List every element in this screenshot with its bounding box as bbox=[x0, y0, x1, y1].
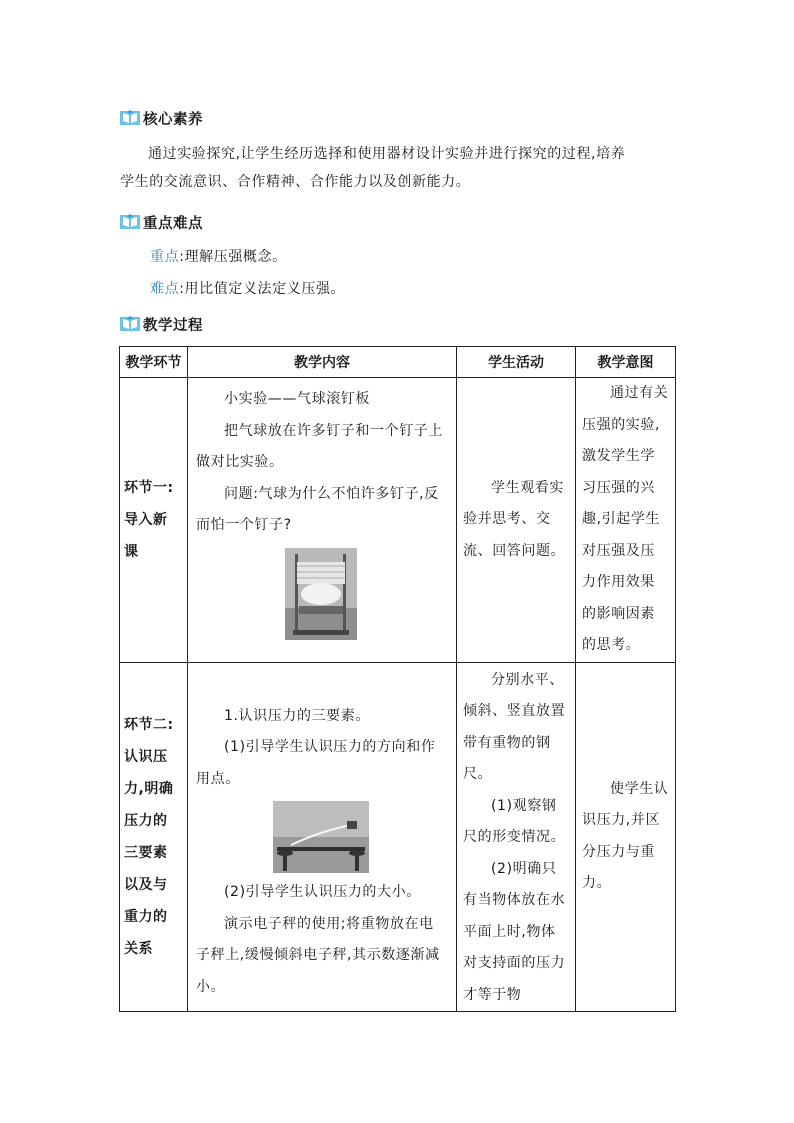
content-paragraph: 问题:气球为什么不怕许多钉子,反而怕一个钉子? bbox=[196, 485, 439, 533]
key-point-line bbox=[150, 243, 287, 271]
segment-line: 重力的 bbox=[124, 908, 168, 925]
difficult-point-text: :用比值定义法定义压强。 bbox=[179, 281, 346, 297]
purpose-cell bbox=[576, 662, 676, 1012]
segment-line: 环节一: bbox=[124, 479, 174, 496]
book-badge-icon bbox=[120, 213, 140, 231]
activity-text: (1)观察钢尺的形变情况。 bbox=[463, 797, 566, 845]
book-badge-icon bbox=[120, 315, 140, 333]
content-paragraph: 小实验——气球滚钉板 bbox=[224, 391, 370, 407]
segment-cell bbox=[120, 662, 188, 1012]
activity-cell bbox=[457, 378, 576, 663]
activity-text: 分别水平、倾斜、竖直放置带有重物的钢尺。 bbox=[463, 671, 566, 782]
section-title: 核心素养 bbox=[143, 111, 203, 128]
segment-line: 导入新 bbox=[124, 511, 168, 528]
content-paragraph: (1)引导学生认识压力的方向和作用点。 bbox=[196, 739, 436, 787]
header-purpose: 教学意图 bbox=[576, 347, 676, 378]
teaching-process-heading bbox=[120, 313, 203, 335]
key-point-label: 重点 bbox=[150, 249, 180, 265]
difficult-point-line bbox=[150, 275, 345, 303]
section-title: 重点难点 bbox=[143, 215, 203, 232]
header-content: 教学内容 bbox=[188, 347, 457, 378]
segment-line: 课 bbox=[124, 543, 139, 560]
table-header-row bbox=[120, 347, 676, 378]
segment-cell bbox=[120, 378, 188, 663]
header-activity: 学生活动 bbox=[457, 347, 576, 378]
header-segment: 教学环节 bbox=[120, 347, 188, 378]
purpose-text: 通过有关压强的实验,激发学生学习压强的兴趣,引起学生对压强及压力作用效果的影响因素的思考。 bbox=[582, 385, 669, 653]
content-paragraph: 把气球放在许多钉子和一个钉子上做对比实验。 bbox=[196, 422, 443, 470]
steel-ruler-photo bbox=[273, 801, 369, 873]
key-point-text: :理解压强概念。 bbox=[179, 249, 287, 265]
activity-text: 学生观看实验并思考、交流、回答问题。 bbox=[463, 479, 566, 559]
content-paragraph: 1.认识压力的三要素。 bbox=[224, 707, 370, 724]
purpose-text: 使学生认识压力,并区分压力与重力。 bbox=[582, 780, 669, 892]
book-badge-icon bbox=[120, 109, 140, 127]
content-cell bbox=[188, 378, 457, 663]
segment-line: 三要素 bbox=[124, 844, 168, 861]
table-row bbox=[120, 378, 676, 663]
content-paragraph: 演示电子秤的使用;将重物放在电子秤上,缓慢倾斜电子秤,其示数逐渐减小。 bbox=[196, 915, 440, 995]
core-text-line-1: 通过实验探究,让学生经历选择和使用器材设计实验并进行探究的过程,培养 bbox=[148, 146, 626, 162]
balloon-nail-board-photo bbox=[285, 548, 357, 640]
activity-text: (2)明确只有当物体放在水平面上时,物体对支持面的压力才等于物 bbox=[463, 860, 566, 1003]
key-difficult-heading bbox=[120, 211, 203, 233]
content-cell bbox=[188, 662, 457, 1012]
core-literacy-heading bbox=[120, 107, 203, 129]
difficult-point-label: 难点 bbox=[150, 281, 180, 297]
segment-line: 环节二: bbox=[124, 716, 174, 733]
table-row bbox=[120, 662, 676, 1012]
segment-line: 关系 bbox=[124, 940, 153, 957]
teaching-process-table bbox=[119, 346, 676, 1012]
segment-line: 以及与 bbox=[124, 876, 168, 893]
core-literacy-text bbox=[120, 140, 680, 196]
segment-line: 认识压 bbox=[124, 748, 168, 765]
core-text-line-2: 学生的交流意识、合作精神、合作能力以及创新能力。 bbox=[120, 174, 471, 190]
segment-line: 压力的 bbox=[124, 812, 168, 829]
purpose-cell bbox=[576, 378, 676, 663]
activity-cell bbox=[457, 662, 576, 1012]
section-title: 教学过程 bbox=[143, 317, 203, 334]
content-paragraph: (2)引导学生认识压力的大小。 bbox=[224, 884, 421, 900]
segment-line: 力,明确 bbox=[124, 780, 174, 797]
